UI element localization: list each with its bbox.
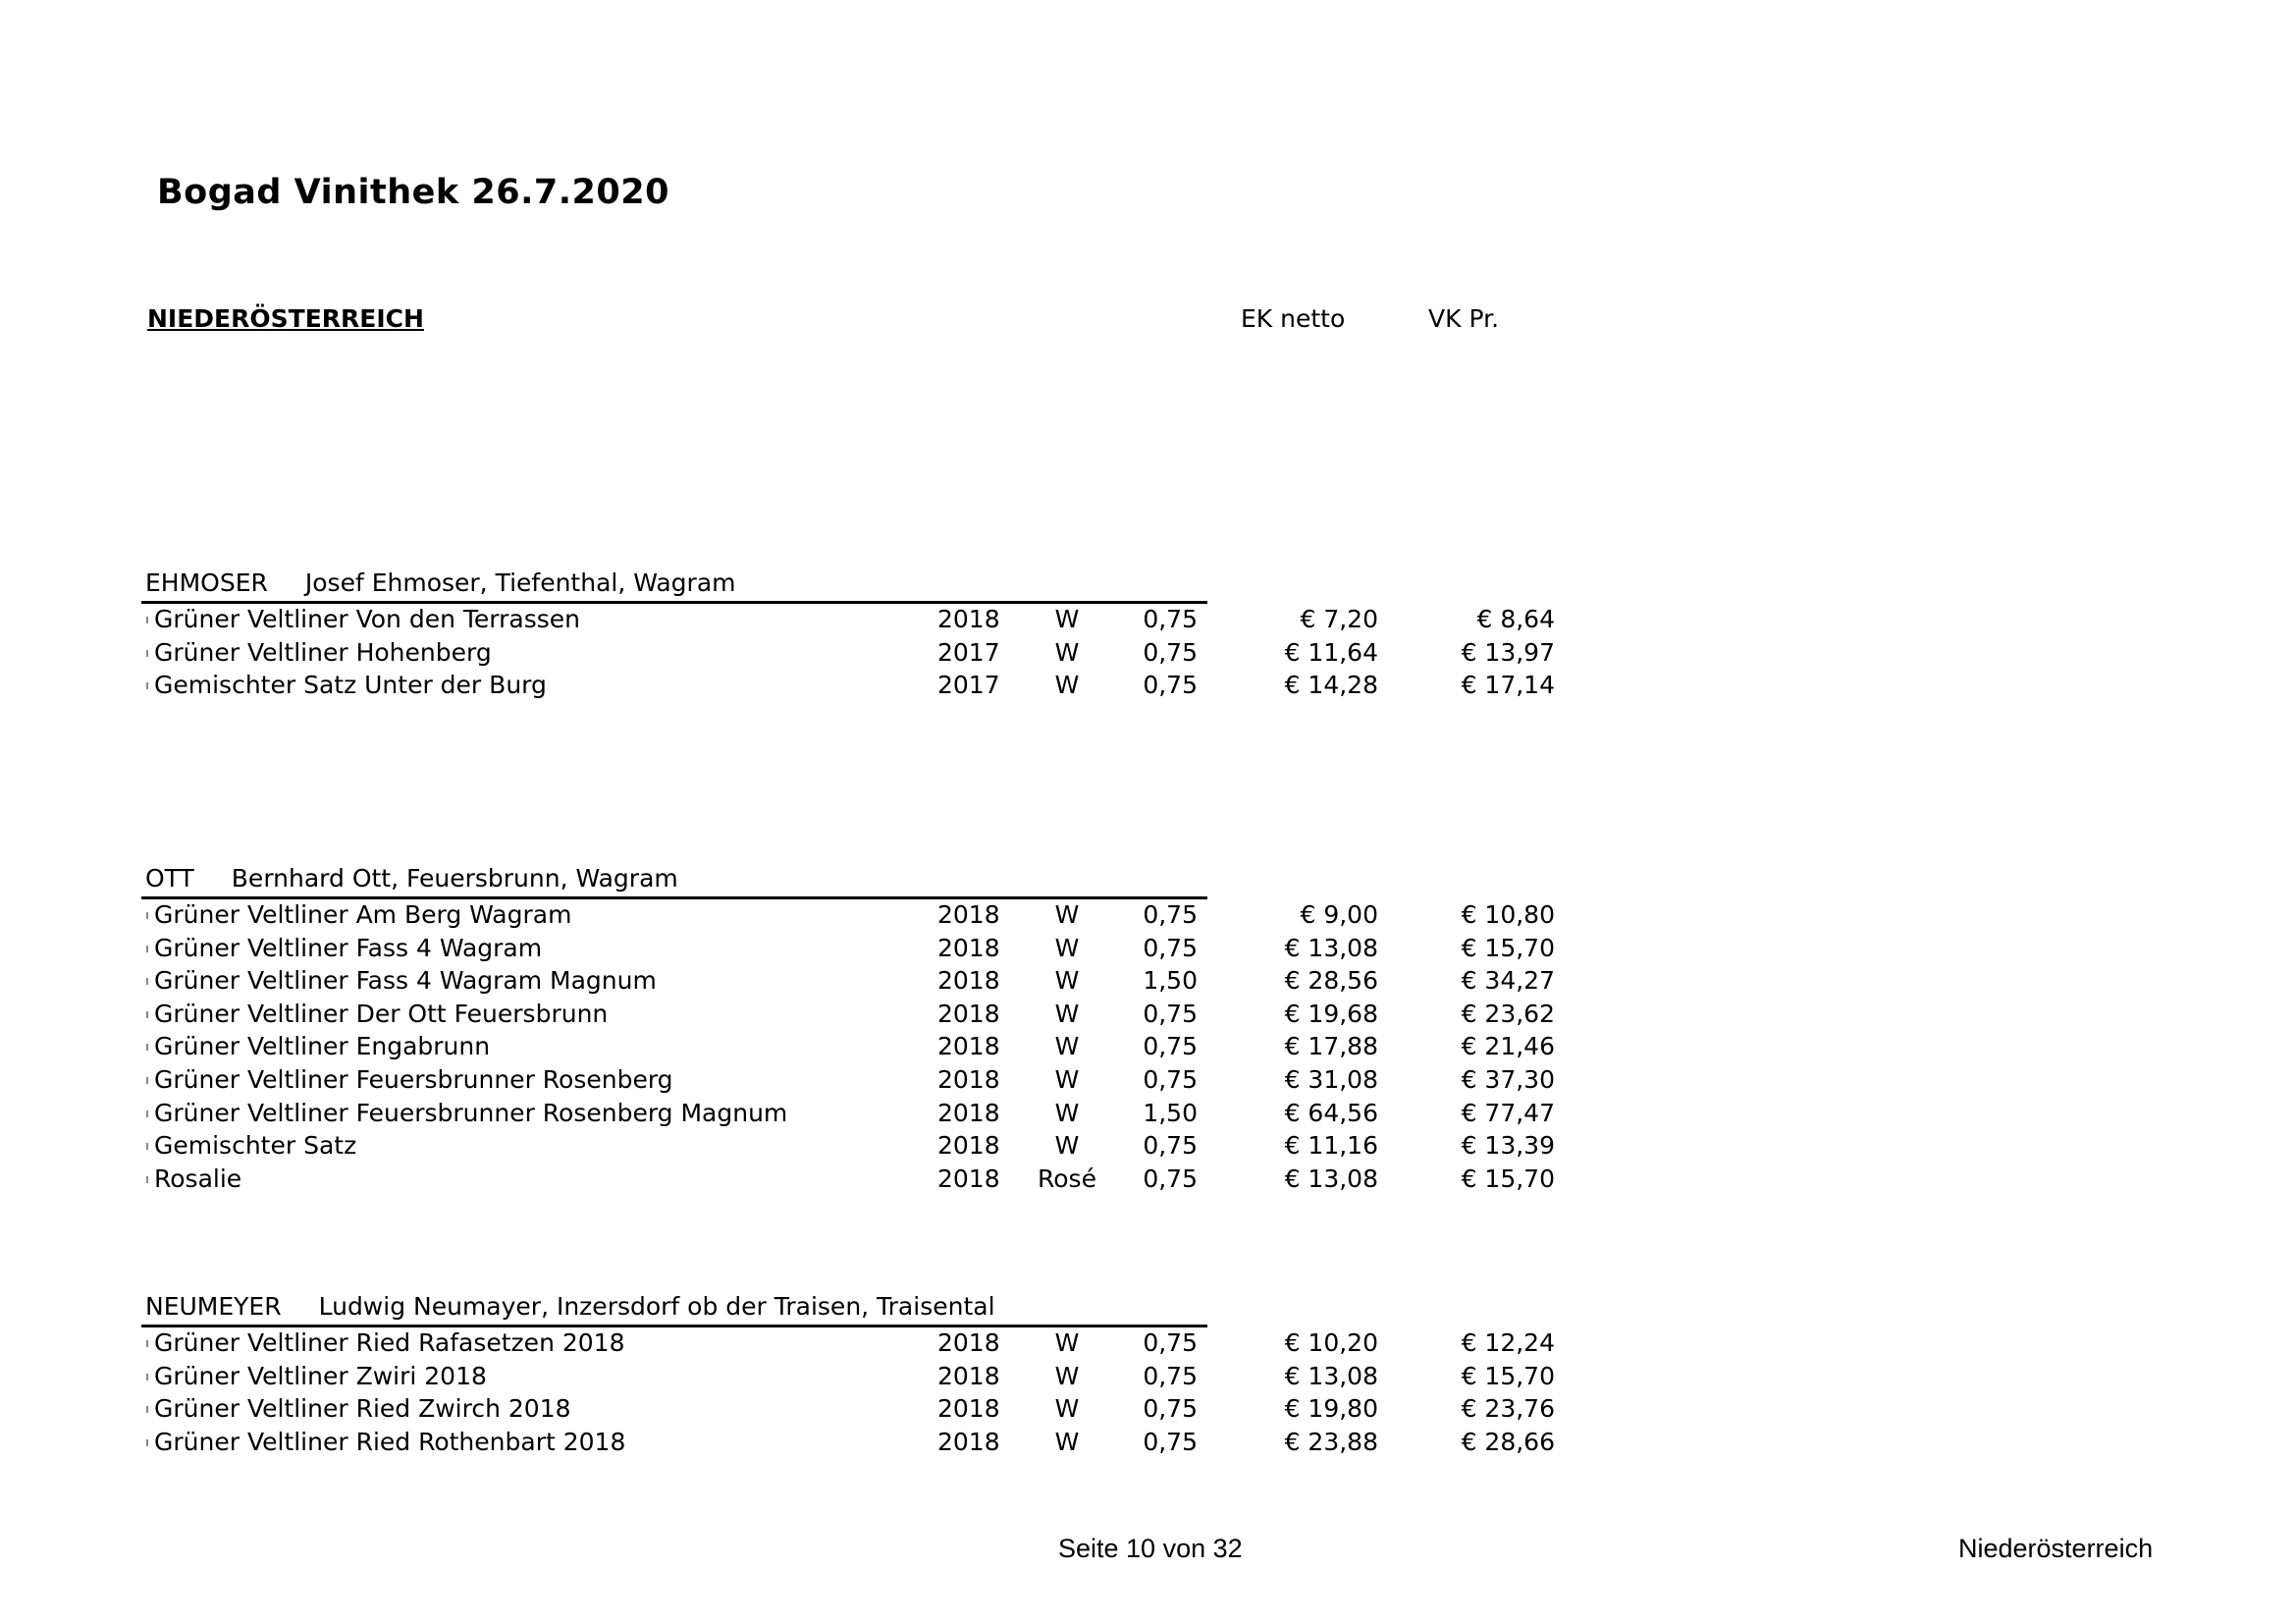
producer-short-name: OTT bbox=[145, 864, 194, 893]
row-marker bbox=[146, 912, 148, 919]
table-row bbox=[0, 1129, 2296, 1162]
table-row bbox=[0, 898, 2296, 931]
vintage: 2018 bbox=[937, 1032, 1000, 1061]
wine-type: W bbox=[1054, 1427, 1080, 1456]
vintage: 2018 bbox=[937, 1098, 1000, 1127]
wine-name: Rosalie bbox=[154, 1164, 242, 1193]
producer-header bbox=[145, 1291, 995, 1323]
wine-type: W bbox=[1054, 933, 1080, 962]
page-number: Seite 10 von 32 bbox=[1058, 1534, 1243, 1563]
table-row bbox=[0, 998, 2296, 1030]
wine-type: Rosé bbox=[1038, 1164, 1096, 1193]
vintage: 2018 bbox=[937, 1131, 1000, 1161]
vintage: 2018 bbox=[937, 1394, 1000, 1424]
vintage: 2017 bbox=[937, 671, 1000, 700]
vk-price: € 34,27 bbox=[1461, 966, 1555, 996]
bottle-volume: 0,75 bbox=[1143, 1065, 1198, 1094]
vintage: 2018 bbox=[937, 1361, 1000, 1390]
table-row bbox=[0, 669, 2296, 701]
column-header-vk: VK Pr. bbox=[1428, 304, 1500, 333]
vk-price: € 13,39 bbox=[1461, 1131, 1555, 1161]
bottle-volume: 0,75 bbox=[1143, 900, 1198, 929]
wine-name: Grüner Veltliner Engabrunn bbox=[154, 1032, 491, 1061]
table-row bbox=[0, 964, 2296, 997]
wine-name: Gemischter Satz bbox=[154, 1131, 357, 1161]
bottle-volume: 0,75 bbox=[1143, 671, 1198, 700]
vk-price: € 13,97 bbox=[1461, 637, 1555, 667]
wine-type: W bbox=[1054, 900, 1080, 929]
vintage: 2018 bbox=[937, 1065, 1000, 1094]
vk-price: € 12,24 bbox=[1461, 1328, 1555, 1357]
wine-type: W bbox=[1054, 671, 1080, 700]
bottle-volume: 0,75 bbox=[1143, 1131, 1198, 1161]
vk-price: € 15,70 bbox=[1461, 1361, 1555, 1390]
wine-type: W bbox=[1054, 1361, 1080, 1390]
vk-price: € 77,47 bbox=[1461, 1098, 1555, 1127]
wine-type: W bbox=[1054, 1131, 1080, 1161]
column-header-ek: EK netto bbox=[1241, 304, 1346, 333]
row-marker bbox=[146, 1011, 148, 1018]
ek-price: € 10,20 bbox=[1284, 1328, 1378, 1357]
vk-price: € 21,46 bbox=[1461, 1032, 1555, 1061]
document-title: Bogad Vinithek 26.7.2020 bbox=[157, 173, 669, 212]
ek-price: € 13,08 bbox=[1284, 1164, 1378, 1193]
wine-name: Grüner Veltliner Hohenberg bbox=[154, 637, 492, 667]
table-row bbox=[0, 1163, 2296, 1195]
row-marker bbox=[146, 1340, 148, 1347]
table-row bbox=[0, 1063, 2296, 1096]
vk-price: € 8,64 bbox=[1476, 605, 1555, 633]
vintage: 2018 bbox=[937, 1164, 1000, 1193]
vintage: 2018 bbox=[937, 1328, 1000, 1357]
ek-price: € 23,88 bbox=[1284, 1427, 1378, 1456]
ek-price: € 19,80 bbox=[1284, 1394, 1378, 1424]
wine-name: Grüner Veltliner Ried Rothenbart 2018 bbox=[154, 1427, 626, 1456]
table-row bbox=[0, 1360, 2296, 1392]
ek-price: € 14,28 bbox=[1284, 671, 1378, 700]
vk-price: € 10,80 bbox=[1461, 900, 1555, 929]
row-marker bbox=[146, 1110, 148, 1117]
ek-price: € 7,20 bbox=[1300, 605, 1378, 633]
bottle-volume: 0,75 bbox=[1143, 605, 1198, 633]
producer-details: Josef Ehmoser, Tiefenthal, Wagram bbox=[304, 568, 736, 597]
wine-type: W bbox=[1054, 1098, 1080, 1127]
table-row bbox=[0, 1030, 2296, 1062]
producer-short-name: EHMOSER bbox=[145, 568, 268, 597]
wine-name: Grüner Veltliner Fass 4 Wagram Magnum bbox=[154, 966, 657, 996]
ek-price: € 13,08 bbox=[1284, 933, 1378, 962]
wine-type: W bbox=[1054, 1065, 1080, 1094]
bottle-volume: 0,75 bbox=[1143, 1361, 1198, 1390]
ek-price: € 64,56 bbox=[1284, 1098, 1378, 1127]
wine-name: Grüner Veltliner Zwiri 2018 bbox=[154, 1361, 487, 1390]
ek-price: € 19,68 bbox=[1284, 999, 1378, 1028]
table-row bbox=[0, 1426, 2296, 1458]
vk-price: € 37,30 bbox=[1461, 1065, 1555, 1094]
row-marker bbox=[146, 1176, 148, 1183]
producer-details: Ludwig Neumayer, Inzersdorf ob der Traisen, Traisental bbox=[318, 1292, 995, 1321]
vintage: 2018 bbox=[937, 605, 1000, 633]
wine-name: Grüner Veltliner Feuersbrunner Rosenberg Magnum bbox=[154, 1098, 788, 1127]
table-row bbox=[0, 1097, 2296, 1129]
wine-name: Grüner Veltliner Feuersbrunner Rosenberg bbox=[154, 1065, 673, 1094]
ek-price: € 17,88 bbox=[1284, 1032, 1378, 1061]
bottle-volume: 0,75 bbox=[1143, 1394, 1198, 1424]
ek-price: € 9,00 bbox=[1300, 900, 1378, 929]
table-row bbox=[0, 932, 2296, 964]
row-marker bbox=[146, 617, 148, 623]
ek-price: € 28,56 bbox=[1284, 966, 1378, 996]
vintage: 2018 bbox=[937, 999, 1000, 1028]
producer-details: Bernhard Ott, Feuersbrunn, Wagram bbox=[231, 864, 678, 893]
wine-type: W bbox=[1054, 605, 1080, 633]
table-row bbox=[0, 603, 2296, 635]
row-marker bbox=[146, 1077, 148, 1084]
ek-price: € 31,08 bbox=[1284, 1065, 1378, 1094]
ek-price: € 13,08 bbox=[1284, 1361, 1378, 1390]
producer-short-name: NEUMEYER bbox=[145, 1292, 282, 1321]
wine-name: Grüner Veltliner Ried Rafasetzen 2018 bbox=[154, 1328, 625, 1357]
wine-name: Gemischter Satz Unter der Burg bbox=[154, 671, 547, 700]
vintage: 2018 bbox=[937, 966, 1000, 996]
bottle-volume: 1,50 bbox=[1143, 966, 1198, 996]
bottle-volume: 0,75 bbox=[1143, 1427, 1198, 1456]
row-marker bbox=[146, 978, 148, 985]
wine-name: Grüner Veltliner Von den Terrassen bbox=[154, 605, 580, 633]
vk-price: € 17,14 bbox=[1461, 671, 1555, 700]
wine-type: W bbox=[1054, 966, 1080, 996]
bottle-volume: 0,75 bbox=[1143, 1164, 1198, 1193]
table-row bbox=[0, 1326, 2296, 1359]
table-row bbox=[0, 1392, 2296, 1425]
wine-name: Grüner Veltliner Fass 4 Wagram bbox=[154, 933, 543, 962]
bottle-volume: 0,75 bbox=[1143, 1032, 1198, 1061]
vk-price: € 28,66 bbox=[1461, 1427, 1555, 1456]
row-marker bbox=[146, 1406, 148, 1413]
vintage: 2018 bbox=[937, 1427, 1000, 1456]
row-marker bbox=[146, 650, 148, 657]
row-marker bbox=[146, 682, 148, 689]
wine-type: W bbox=[1054, 999, 1080, 1028]
wine-name: Grüner Veltliner Der Ott Feuersbrunn bbox=[154, 999, 609, 1028]
ek-price: € 11,64 bbox=[1284, 637, 1378, 667]
bottle-volume: 0,75 bbox=[1143, 933, 1198, 962]
wine-name: Grüner Veltliner Ried Zwirch 2018 bbox=[154, 1394, 571, 1424]
bottle-volume: 0,75 bbox=[1143, 1328, 1198, 1357]
footer-region: Niederösterreich bbox=[1958, 1534, 2154, 1563]
wine-type: W bbox=[1054, 1394, 1080, 1424]
vintage: 2017 bbox=[937, 637, 1000, 667]
bottle-volume: 0,75 bbox=[1143, 999, 1198, 1028]
wine-type: W bbox=[1054, 637, 1080, 667]
row-marker bbox=[146, 1044, 148, 1051]
bottle-volume: 0,75 bbox=[1143, 637, 1198, 667]
region-heading: NIEDERÖSTERREICH bbox=[147, 304, 424, 333]
table-row bbox=[0, 636, 2296, 669]
wine-name: Grüner Veltliner Am Berg Wagram bbox=[154, 900, 572, 929]
producer-header bbox=[145, 863, 678, 894]
wine-type: W bbox=[1054, 1328, 1080, 1357]
vk-price: € 15,70 bbox=[1461, 933, 1555, 962]
ek-price: € 11,16 bbox=[1284, 1131, 1378, 1161]
vintage: 2018 bbox=[937, 933, 1000, 962]
vk-price: € 23,76 bbox=[1461, 1394, 1555, 1424]
row-marker bbox=[146, 1439, 148, 1446]
bottle-volume: 1,50 bbox=[1143, 1098, 1198, 1127]
vk-price: € 23,62 bbox=[1461, 999, 1555, 1028]
row-marker bbox=[146, 1143, 148, 1150]
vk-price: € 15,70 bbox=[1461, 1164, 1555, 1193]
producer-header bbox=[145, 568, 736, 599]
vintage: 2018 bbox=[937, 900, 1000, 929]
row-marker bbox=[146, 1374, 148, 1380]
row-marker bbox=[146, 946, 148, 952]
wine-type: W bbox=[1054, 1032, 1080, 1061]
